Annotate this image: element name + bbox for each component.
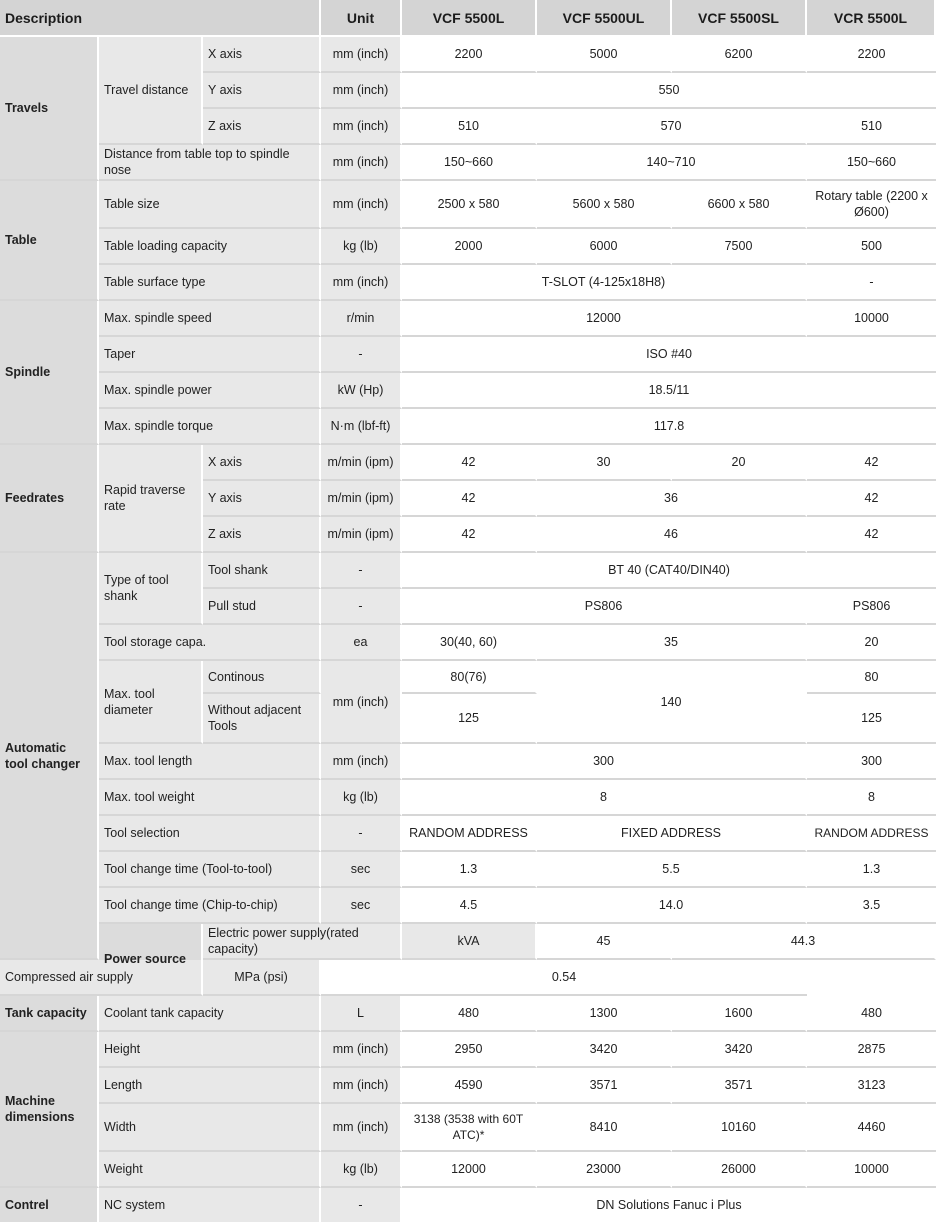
value-cell: 80(76) (402, 661, 537, 694)
table-row (0, 1032, 936, 1068)
value-cell: 14.0 (537, 888, 807, 924)
unit-cell: mm (inch) (321, 145, 402, 181)
unit-cell: kg (lb) (321, 229, 402, 265)
table-row (0, 888, 936, 924)
item-label: X axis (203, 37, 321, 73)
value-cell: 42 (807, 481, 936, 517)
value-cell: 480 (807, 996, 936, 1032)
item-label: Coolant tank capacity (99, 996, 321, 1032)
unit-cell: kg (lb) (321, 1152, 402, 1188)
value-cell: DN Solutions Fanuc i Plus (402, 1188, 936, 1222)
unit-cell: - (321, 816, 402, 852)
header-model: VCR 5500L (807, 0, 936, 37)
unit-cell: sec (321, 852, 402, 888)
value-cell: 20 (672, 445, 807, 481)
table-row (0, 265, 936, 301)
value-cell: 2875 (807, 1032, 936, 1068)
value-cell: 2500 x 580 (402, 181, 537, 229)
item-label: Table size (99, 181, 321, 229)
item-label: Tool change time (Tool-to-tool) (99, 852, 321, 888)
value-cell: 42 (402, 445, 537, 481)
unit-cell: kg (lb) (321, 780, 402, 816)
table-row (0, 409, 936, 445)
value-cell: 480 (402, 996, 537, 1032)
subcategory-cell: Max. tool diameter (99, 661, 203, 744)
item-label: Distance from table top to spindle nose (99, 145, 321, 181)
category-cell: Machine dimensions (0, 1032, 99, 1188)
value-cell: 8 (807, 780, 936, 816)
item-label: Tool storage capa. (99, 625, 321, 661)
value-cell: - (807, 265, 936, 301)
value-cell: 550 (402, 73, 936, 109)
value-cell: 510 (402, 109, 537, 145)
table-row (0, 37, 936, 73)
item-label: Max. spindle speed (99, 301, 321, 337)
header-row (0, 0, 936, 37)
unit-cell: m/min (ipm) (321, 481, 402, 517)
value-cell: 6000 (537, 229, 672, 265)
value-cell: 4.5 (402, 888, 537, 924)
value-cell: 125 (402, 694, 537, 744)
header-model: VCF 5500UL (537, 0, 672, 37)
table-row (0, 229, 936, 265)
value-cell: 8 (402, 780, 807, 816)
item-label: Electric power supply(rated capacity) (203, 924, 402, 960)
value-cell: 3.5 (807, 888, 936, 924)
unit-cell: mm (inch) (321, 1068, 402, 1104)
value-cell: 10000 (807, 1152, 936, 1188)
value-cell: 1.3 (807, 852, 936, 888)
item-label: Pull stud (203, 589, 321, 625)
value-cell: 23000 (537, 1152, 672, 1188)
value-cell: 30 (537, 445, 672, 481)
value-cell: RANDOM ADDRESS (402, 816, 537, 852)
item-label: Tool selection (99, 816, 321, 852)
item-label: Tool shank (203, 553, 321, 589)
table-row (0, 996, 936, 1032)
value-cell: 300 (807, 744, 936, 780)
value-cell: 6200 (672, 37, 807, 73)
value-cell: 500 (807, 229, 936, 265)
value-cell: 44.3 (672, 924, 936, 960)
unit-cell: mm (inch) (321, 1104, 402, 1152)
value-cell: 3571 (672, 1068, 807, 1104)
category-cell: Spindle (0, 301, 99, 445)
value-cell: 36 (537, 481, 807, 517)
category-cell: Tank capacity (0, 996, 99, 1032)
unit-cell: m/min (ipm) (321, 517, 402, 553)
value-cell: 20 (807, 625, 936, 661)
value-cell: 3571 (537, 1068, 672, 1104)
item-label: Continous (203, 661, 321, 694)
unit-cell: - (321, 1188, 402, 1222)
table-row (0, 816, 936, 852)
unit-cell: kVA (402, 924, 537, 960)
unit-cell: L (321, 996, 402, 1032)
value-cell: 1.3 (402, 852, 537, 888)
value-cell: ISO #40 (402, 337, 936, 373)
item-label: X axis (203, 445, 321, 481)
value-cell: 30(40, 60) (402, 625, 537, 661)
value-cell: PS806 (807, 589, 936, 625)
table-row (0, 924, 936, 960)
value-cell: 510 (807, 109, 936, 145)
value-cell: 300 (402, 744, 807, 780)
category-cell: Table (0, 181, 99, 301)
value-cell: 140 (537, 661, 807, 744)
item-label: Height (99, 1032, 321, 1068)
value-cell: 42 (807, 517, 936, 553)
value-cell: 150~660 (402, 145, 537, 181)
category-cell: Travels (0, 37, 99, 181)
value-cell: 3123 (807, 1068, 936, 1104)
value-cell: 42 (807, 445, 936, 481)
unit-cell: mm (inch) (321, 109, 402, 145)
item-label: Width (99, 1104, 321, 1152)
value-cell: 12000 (402, 1152, 537, 1188)
value-cell: 42 (402, 481, 537, 517)
category-cell: Contrel (0, 1188, 99, 1222)
value-cell: 7500 (672, 229, 807, 265)
value-cell: 2950 (402, 1032, 537, 1068)
value-cell: 5600 x 580 (537, 181, 672, 229)
unit-cell: mm (inch) (321, 1032, 402, 1068)
item-label: Table surface type (99, 265, 321, 301)
value-cell: 3138 (3538 with 60T ATC)* (402, 1104, 537, 1152)
value-cell: 5.5 (537, 852, 807, 888)
value-cell: 35 (537, 625, 807, 661)
value-cell: 80 (807, 661, 936, 694)
value-cell: 2200 (807, 37, 936, 73)
value-cell: 46 (537, 517, 807, 553)
item-label: NC system (99, 1188, 321, 1222)
value-cell: 18.5/11 (402, 373, 936, 409)
item-label: Max. spindle torque (99, 409, 321, 445)
table-row (0, 1152, 936, 1188)
value-cell: 2000 (402, 229, 537, 265)
value-cell: 150~660 (807, 145, 936, 181)
value-cell: 4460 (807, 1104, 936, 1152)
item-label: Max. tool length (99, 744, 321, 780)
item-label: Weight (99, 1152, 321, 1188)
value-cell: 2200 (402, 37, 537, 73)
value-cell: BT 40 (CAT40/DIN40) (402, 553, 936, 589)
value-cell: 12000 (402, 301, 807, 337)
table-row (0, 301, 936, 337)
category-cell: Feedrates (0, 445, 99, 553)
item-label: Table loading capacity (99, 229, 321, 265)
table-row (0, 373, 936, 409)
unit-cell: - (321, 589, 402, 625)
value-cell: Rotary table (2200 x Ø600) (807, 181, 936, 229)
value-cell: 570 (537, 109, 807, 145)
value-cell: RANDOM ADDRESS (807, 816, 936, 852)
value-cell: PS806 (402, 589, 807, 625)
item-label: Z axis (203, 109, 321, 145)
table-row (0, 181, 936, 229)
value-cell: 5000 (537, 37, 672, 73)
unit-cell: mm (inch) (321, 661, 402, 744)
unit-cell: mm (inch) (321, 181, 402, 229)
table-row (0, 852, 936, 888)
value-cell: 117.8 (402, 409, 936, 445)
value-cell: FIXED ADDRESS (537, 816, 807, 852)
item-label: Without adjacent Tools (203, 694, 321, 744)
value-cell: 6600 x 580 (672, 181, 807, 229)
table-row (0, 1188, 936, 1222)
value-cell: 0.54 (321, 960, 807, 996)
table-row (0, 337, 936, 373)
value-cell: 8410 (537, 1104, 672, 1152)
unit-cell: kW (Hp) (321, 373, 402, 409)
value-cell: 45 (537, 924, 672, 960)
item-label: Y axis (203, 73, 321, 109)
unit-cell: sec (321, 888, 402, 924)
subcategory-cell: Travel distance (99, 37, 203, 145)
value-cell: 10000 (807, 301, 936, 337)
value-cell: 10160 (672, 1104, 807, 1152)
value-cell: 26000 (672, 1152, 807, 1188)
value-cell: 1300 (537, 996, 672, 1032)
header-model: VCF 5500SL (672, 0, 807, 37)
table-row (0, 661, 936, 694)
value-cell: 1600 (672, 996, 807, 1032)
unit-cell: - (321, 553, 402, 589)
value-cell: 42 (402, 517, 537, 553)
table-row (0, 780, 936, 816)
value-cell: T-SLOT (4-125x18H8) (402, 265, 807, 301)
value-cell: 3420 (537, 1032, 672, 1068)
unit-cell: ea (321, 625, 402, 661)
table-row (0, 625, 936, 661)
unit-cell: MPa (psi) (203, 960, 321, 996)
unit-cell: mm (inch) (321, 265, 402, 301)
item-label: Tool change time (Chip-to-chip) (99, 888, 321, 924)
item-label: Length (99, 1068, 321, 1104)
unit-cell: N·m (lbf-ft) (321, 409, 402, 445)
table-row (0, 744, 936, 780)
category-cell: Power source (99, 924, 203, 996)
unit-cell: r/min (321, 301, 402, 337)
value-cell: 125 (807, 694, 936, 744)
unit-cell: mm (inch) (321, 744, 402, 780)
item-label: Y axis (203, 481, 321, 517)
item-label: Compressed air supply (0, 960, 203, 996)
value-cell: 3420 (672, 1032, 807, 1068)
item-label: Max. tool weight (99, 780, 321, 816)
unit-cell: m/min (ipm) (321, 445, 402, 481)
unit-cell: mm (inch) (321, 73, 402, 109)
table-row (0, 145, 936, 181)
table-row (0, 1068, 936, 1104)
unit-cell: mm (inch) (321, 37, 402, 73)
value-cell: 140~710 (537, 145, 807, 181)
item-label: Max. spindle power (99, 373, 321, 409)
header-unit: Unit (321, 0, 402, 37)
table-row (0, 445, 936, 481)
unit-cell: - (321, 337, 402, 373)
table-row (0, 1104, 936, 1152)
subcategory-cell: Type of tool shank (99, 553, 203, 625)
header-description: Description (0, 0, 321, 37)
subcategory-cell: Rapid traverse rate (99, 445, 203, 553)
header-model: VCF 5500L (402, 0, 537, 37)
item-label: Z axis (203, 517, 321, 553)
item-label: Taper (99, 337, 321, 373)
table-row (0, 553, 936, 589)
category-cell: Automatic tool changer (0, 553, 99, 960)
value-cell: 4590 (402, 1068, 537, 1104)
